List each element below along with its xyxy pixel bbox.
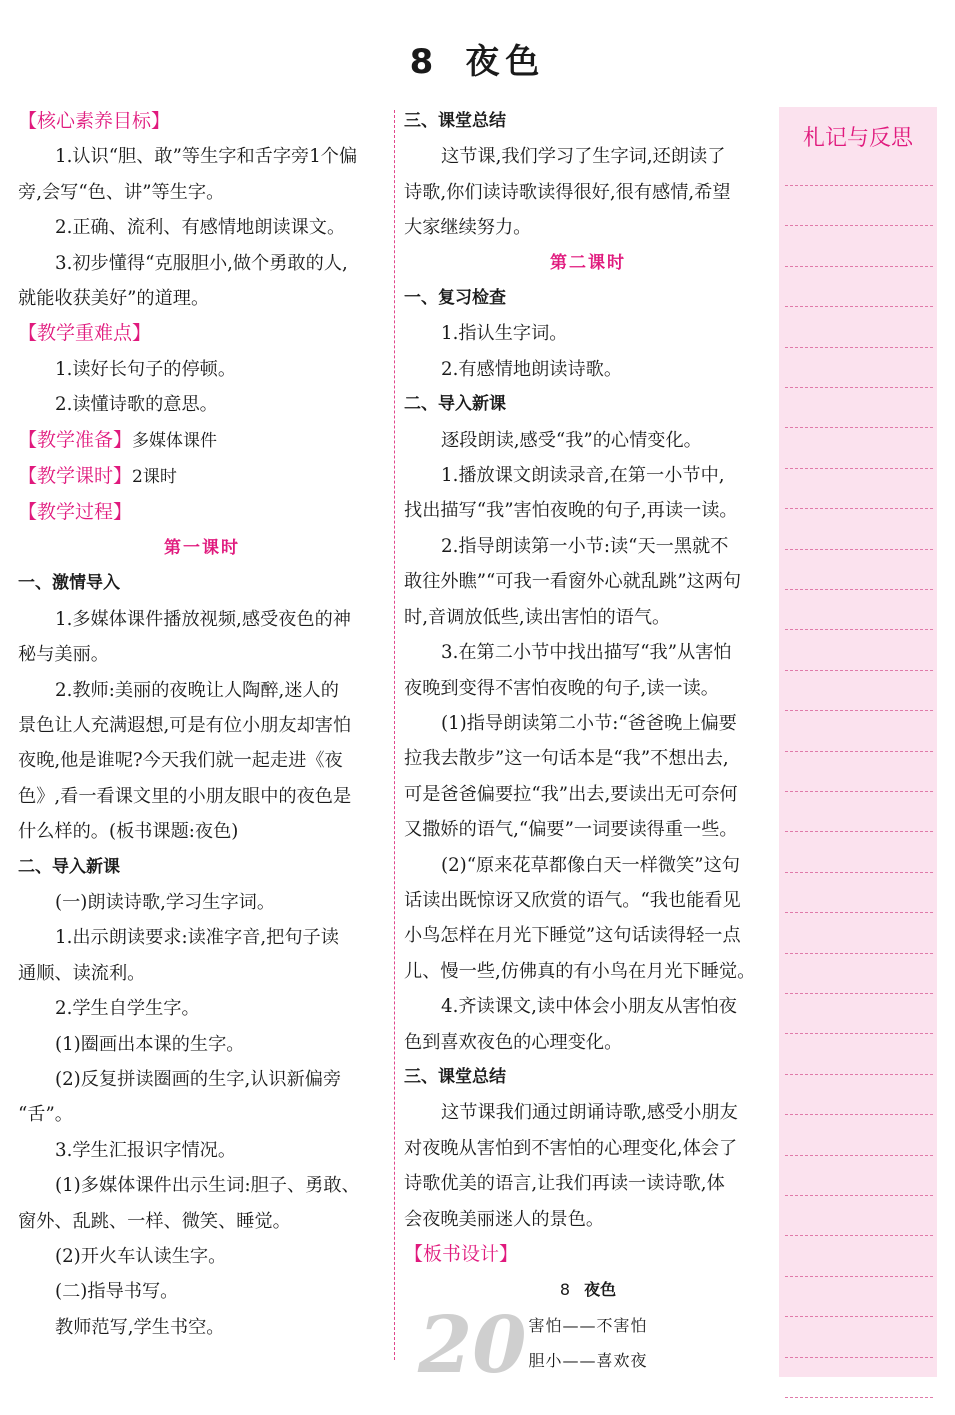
notes-ruled-line <box>785 629 933 630</box>
paragraph-line: 1.播放课文朗读录音,在第一小节中, <box>441 465 725 487</box>
notes-ruled-line <box>785 508 933 509</box>
paragraph-line: 诗歌优美的语言,让我们再读一读诗歌,体 <box>404 1173 725 1195</box>
notes-ruled-line <box>785 993 933 994</box>
lesson-period-heading: 第二课时 <box>550 252 626 273</box>
paragraph-line: 通顺、读流利。 <box>18 962 146 984</box>
paragraph-line: 1.出示朗读要求:读准字音,把句子读 <box>55 927 339 949</box>
paragraph-line: 3.初步懂得“克服胆小,做个勇敢的人, <box>55 252 348 274</box>
notes-ruled-line <box>785 1195 933 1196</box>
notes-ruled-line <box>785 266 933 267</box>
paragraph-line: (二)指导书写。 <box>55 1281 179 1303</box>
paragraph-line: 对夜晚从害怕到不害怕的心理变化,体会了 <box>404 1137 738 1159</box>
notes-ruled-line <box>785 1235 933 1236</box>
notes-ruled-line <box>785 468 933 469</box>
notes-ruled-line <box>785 872 933 873</box>
paragraph-line: 3.学生汇报识字情况。 <box>55 1139 237 1161</box>
paragraph-line: 话读出既惊讶又欣赏的语气。“我也能看见 <box>404 889 741 911</box>
subsection-heading: 一、激情导入 <box>18 573 120 594</box>
subsection-heading: 二、导入新课 <box>18 856 120 877</box>
board-design-number: 8 <box>559 1280 571 1300</box>
paragraph-line: 小鸟怎样在月光下睡觉”这句话读得轻一点 <box>404 925 741 947</box>
section-heading-line <box>18 459 386 495</box>
board-design-line: 害怕——不害怕 <box>528 1315 648 1335</box>
paragraph-line: 3.在第二小节中找出描写“我”从害怕 <box>441 642 732 664</box>
paragraph-line: 会夜晚美丽迷人的景色。 <box>404 1208 605 1230</box>
paragraph-line: (2)“原来花草都像白天一样微笑”这句 <box>441 854 740 876</box>
notes-ruled-line <box>785 1155 933 1156</box>
subsection-heading: 二、导入新课 <box>404 394 506 415</box>
section-heading: 【教学过程】 <box>18 501 133 524</box>
notes-ruled-line <box>785 589 933 590</box>
page-number: 20 <box>418 1300 527 1391</box>
paragraph-line: 教师范写,学生书空。 <box>55 1316 225 1338</box>
paragraph-line: (1)圈画出本课的生字。 <box>55 1033 245 1055</box>
paragraph-line: 1.多媒体课件播放视频,感受夜色的神 <box>55 608 351 630</box>
paragraph-line: 这节课我们通过朗诵诗歌,感受小朋友 <box>441 1102 738 1124</box>
notes-ruled-line <box>785 225 933 226</box>
paragraph-line: 秘与美丽。 <box>18 644 109 666</box>
paragraph-line: 2.读懂诗歌的意思。 <box>55 394 218 416</box>
section-heading: 【板书设计】 <box>404 1243 519 1265</box>
lesson-period-heading: 第一课时 <box>164 537 240 558</box>
notes-ruled-line <box>785 387 933 388</box>
paragraph-line: 拉我去散步”这一句话本是“我”不想出去, <box>404 748 729 770</box>
notes-panel <box>779 107 937 1377</box>
paragraph-line: 2.学生自学生字。 <box>55 998 200 1020</box>
section-value: 多媒体课件 <box>132 430 218 451</box>
paragraph-line: 这节课,我们学习了生字词,还朗读了 <box>441 146 726 168</box>
paragraph-line: (一)朗读诗歌,学习生字词。 <box>55 891 276 913</box>
paragraph-line: 儿、慢一些,仿佛真的有小鸟在月光下睡觉。 <box>404 960 756 982</box>
notes-ruled-line <box>785 427 933 428</box>
notes-ruled-line <box>785 347 933 348</box>
paragraph-line: 大家继续努力。 <box>404 217 532 239</box>
notes-ruled-line <box>785 791 933 792</box>
paragraph-line: 时,音调放低些,读出害怕的语气。 <box>404 606 671 628</box>
paragraph-line: 2.指导朗读第一小节:读“天一黑就不 <box>441 535 729 557</box>
section-heading: 【教学重难点】 <box>18 322 152 345</box>
paragraph-line: 旁,会写“色、讲”等生字。 <box>18 181 225 203</box>
middle-column <box>404 104 772 1379</box>
notes-ruled-line <box>785 670 933 671</box>
paragraph-line: 2.教师:美丽的夜晚让人陶醉,迷人的 <box>55 679 339 701</box>
paragraph-line: (2)反复拼读圈画的生字,认识新偏旁 <box>55 1068 342 1090</box>
notes-ruled-line <box>785 1074 933 1075</box>
paragraph-line: 1.指认生字词。 <box>441 323 568 345</box>
notes-ruled-line <box>785 751 933 752</box>
lesson-title: 夜色 <box>465 42 546 82</box>
notes-ruled-line <box>785 1316 933 1317</box>
notes-ruled-line <box>785 1033 933 1034</box>
notes-ruled-line <box>785 1114 933 1115</box>
paragraph-line: 1.认识“胆、敢”等生字和舌字旁1个偏 <box>55 146 358 168</box>
notes-ruled-line <box>785 1276 933 1277</box>
notes-ruled-line <box>785 953 933 954</box>
notes-ruled-line <box>785 306 933 307</box>
paragraph-line: 2.正确、流利、有感情地朗读课文。 <box>55 217 346 239</box>
notes-ruled-line <box>785 549 933 550</box>
section-value: 2课时 <box>132 467 177 488</box>
subsection-heading: 三、课堂总结 <box>404 111 506 131</box>
section-heading: 【核心素养目标】 <box>18 110 171 132</box>
left-column <box>18 104 386 1345</box>
notes-ruled-line <box>785 185 933 186</box>
paragraph-line: “舌”。 <box>18 1104 73 1126</box>
paragraph-line: 又撒娇的语气,“偏要”一词要读得重一些。 <box>404 819 738 841</box>
notes-ruled-line <box>785 1397 933 1398</box>
paragraph-line: 4.齐读课文,读中体会小朋友从害怕夜 <box>441 996 737 1018</box>
section-heading: 【教学课时】 <box>18 465 133 488</box>
paragraph-line: 可是爸爸偏要拉“我”出去,要读出无可奈何 <box>404 783 738 805</box>
paragraph-line: 找出描写“我”害怕夜晚的句子,再读一读。 <box>404 500 738 522</box>
page-title <box>0 34 955 83</box>
paragraph-line: 敢往外瞧”“可我一看窗外心就乱跳”这两句 <box>404 571 742 593</box>
notes-ruled-line <box>785 831 933 832</box>
paragraph-line: 什么样的。(板书课题:夜色) <box>18 821 239 843</box>
paragraph-line: 色到喜欢夜色的心理变化。 <box>404 1031 623 1053</box>
paragraph-line: 窗外、乱跳、一样、微笑、睡觉。 <box>18 1210 291 1232</box>
paragraph-line: 景色让人充满遐想,可是有位小朋友却害怕 <box>18 714 352 736</box>
paragraph-line: 夜晚到变得不害怕夜晚的句子,读一读。 <box>404 677 719 699</box>
notes-ruled-line <box>785 912 933 913</box>
paragraph-line: 就能收获美好”的道理。 <box>18 288 210 310</box>
notes-ruled-line <box>785 1357 933 1358</box>
board-design-line: 胆小——喜欢夜 <box>528 1351 648 1371</box>
paragraph-line: 夜晚,他是谁呢?今天我们就一起走进《夜 <box>18 750 343 772</box>
notes-ruled-line <box>785 710 933 711</box>
paragraph-line: (2)开火车认读生字。 <box>55 1246 227 1267</box>
board-design-topic: 夜色 <box>584 1280 617 1300</box>
section-heading: 【教学准备】 <box>18 428 133 451</box>
paragraph-line: (1)多媒体课件出示生词:胆子、勇敢、 <box>55 1175 360 1197</box>
paragraph-line: 逐段朗读,感受“我”的心情变化。 <box>441 429 702 451</box>
notes-title: 札记与反思 <box>802 126 913 151</box>
paragraph-line: 2.有感情地朗读诗歌。 <box>441 358 623 380</box>
paragraph-line: 1.读好长句子的停顿。 <box>55 358 237 380</box>
lesson-number: 8 <box>409 42 440 82</box>
paragraph-line: (1)指导朗读第二小节:“爸爸晚上偏要 <box>441 712 737 734</box>
paragraph-line: 色》,看一看课文里的小朋友眼中的夜色是 <box>18 785 352 807</box>
paragraph-line: 诗歌,你们读诗歌读得很好,很有感情,希望 <box>404 181 731 203</box>
subsection-heading: 三、课堂总结 <box>404 1066 506 1087</box>
subsection-heading: 一、复习检查 <box>404 288 506 309</box>
section-heading-line <box>18 423 386 459</box>
column-divider <box>394 110 395 1360</box>
